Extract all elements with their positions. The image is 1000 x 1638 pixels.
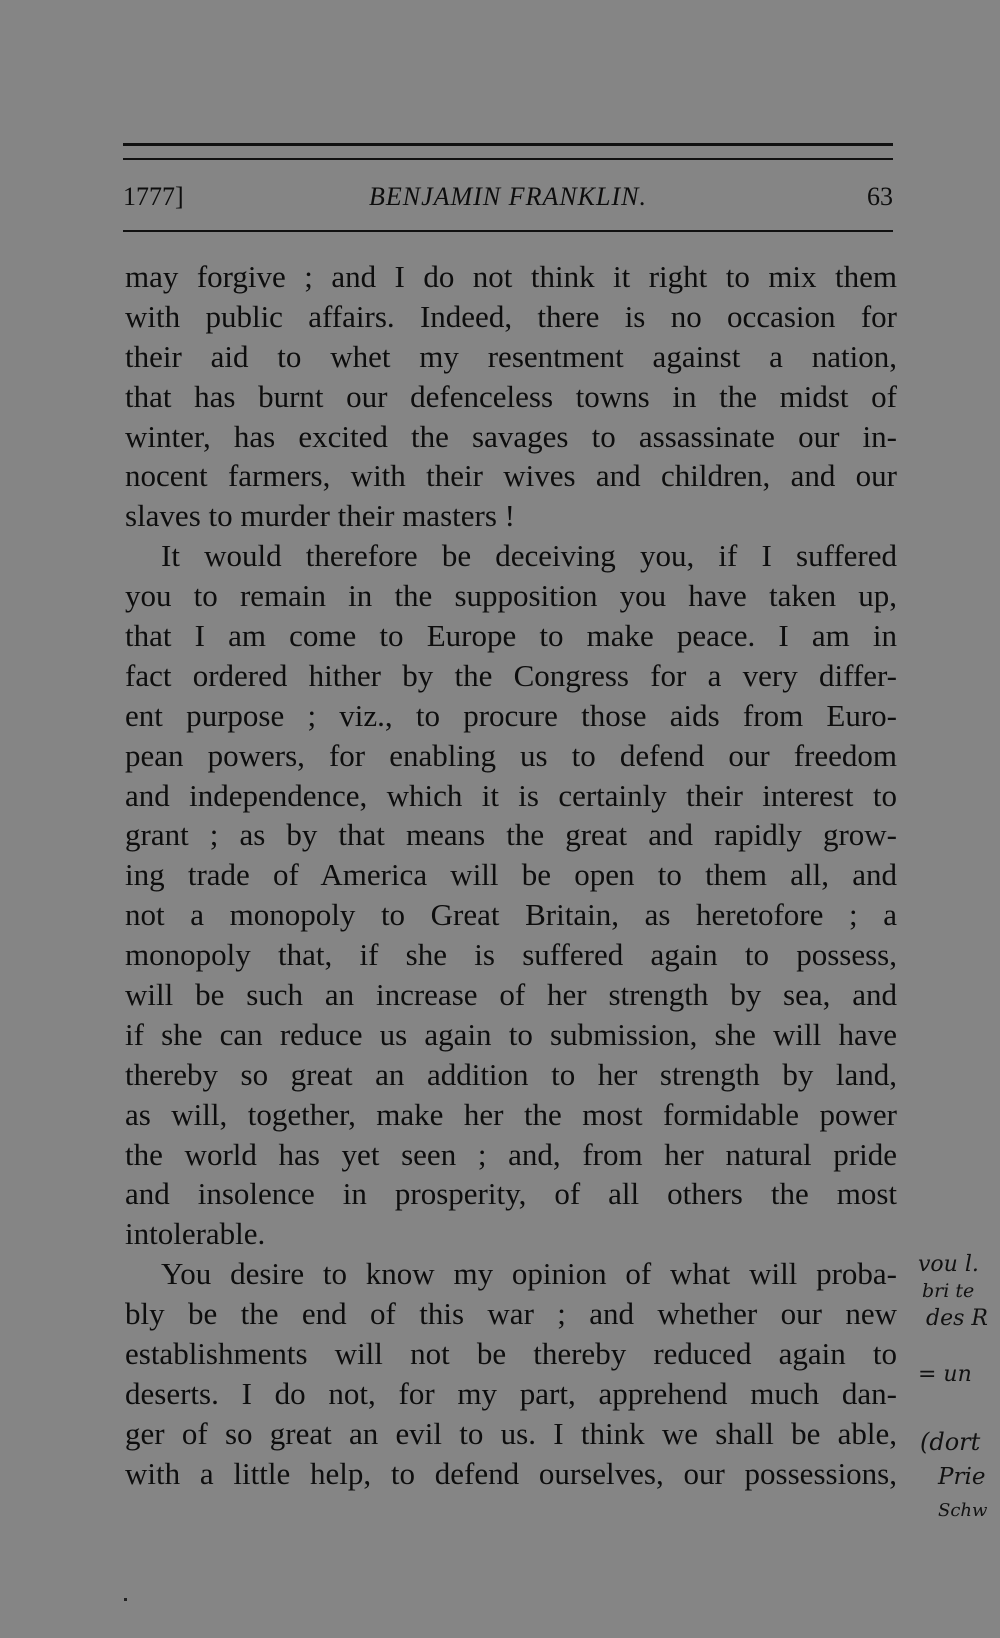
text-line: ent purpose ; viz., to procure those aids from Euro- (125, 697, 897, 733)
margin-note: = un (918, 1362, 972, 1387)
text-line: the world has yet seen ; and, from her natural pride (125, 1136, 897, 1172)
text-line: winter, has excited the savages to assassinate our in- (125, 418, 897, 454)
top-rule-thick (123, 143, 893, 146)
margin-note: des R (926, 1306, 988, 1331)
ink-speck (124, 1598, 127, 1601)
text-line: with a little help, to defend ourselves, our possessions, (125, 1455, 897, 1491)
text-line: and insolence in prosperity, of all others the most (125, 1176, 897, 1212)
text-line: intolerable. (125, 1216, 266, 1252)
text-line: that I am come to Europe to make peace. I am in (125, 618, 897, 654)
text-line: deserts. I do not, for my part, apprehend much dan- (125, 1375, 897, 1411)
running-head-title: BENJAMIN FRANKLIN. (369, 182, 647, 211)
text-line: not a monopoly to Great Britain, as heretofore ; a (125, 897, 897, 933)
text-line: establishments will not be thereby reduced again to (125, 1336, 897, 1372)
text-line: and independence, which it is certainly their interest to (125, 777, 897, 813)
paragraph-start-line: You desire to know my opinion of what will proba- (161, 1256, 897, 1292)
text-line: that has burnt our defenceless towns in the midst of (125, 378, 897, 414)
margin-note: Prie (938, 1464, 986, 1490)
text-line: thereby so great an addition to her strength by land, (125, 1056, 897, 1092)
text-line: grant ; as by that means the great and rapidly grow- (125, 817, 897, 853)
text-line: if she can reduce us again to submission, she will have (125, 1016, 897, 1052)
top-rule-thin (123, 158, 893, 160)
body-text (125, 257, 897, 1494)
text-line: may forgive ; and I do not think it right to mix them (125, 259, 897, 294)
text-line: ing trade of America will be open to them all, and (125, 857, 897, 893)
text-line: monopoly that, if she is suffered again to possess, (125, 937, 897, 973)
running-head (123, 178, 893, 218)
text-line: slaves to murder their masters ! (125, 498, 515, 534)
margin-note: vou l. (918, 1252, 979, 1277)
text-line: fact ordered hither by the Congress for a very differ- (125, 657, 897, 693)
text-line: you to remain in the supposition you have taken up, (125, 578, 897, 614)
text-line: their aid to whet my resentment against a nation, (125, 338, 897, 374)
header-rule (123, 230, 893, 232)
margin-note: (dort (920, 1428, 981, 1456)
margin-note: Schw (938, 1500, 988, 1521)
margin-note: bri te (922, 1280, 975, 1302)
text-line: ger of so great an evil to us. I think we shall be able, (125, 1415, 897, 1451)
page-number: 63 (867, 182, 893, 211)
running-head-year: 1777] (123, 182, 184, 211)
paragraph-start-line: It would therefore be deceiving you, if I suffered (161, 538, 897, 574)
text-line: with public affairs. Indeed, there is no occasion for (125, 298, 897, 334)
text-line: as will, together, make her the most formidable power (125, 1096, 897, 1132)
text-line: nocent farmers, with their wives and children, and our (125, 458, 897, 494)
text-line: bly be the end of this war ; and whether our new (125, 1296, 897, 1332)
text-line: will be such an increase of her strength by sea, and (125, 977, 897, 1013)
text-line: pean powers, for enabling us to defend our freedom (125, 737, 897, 773)
